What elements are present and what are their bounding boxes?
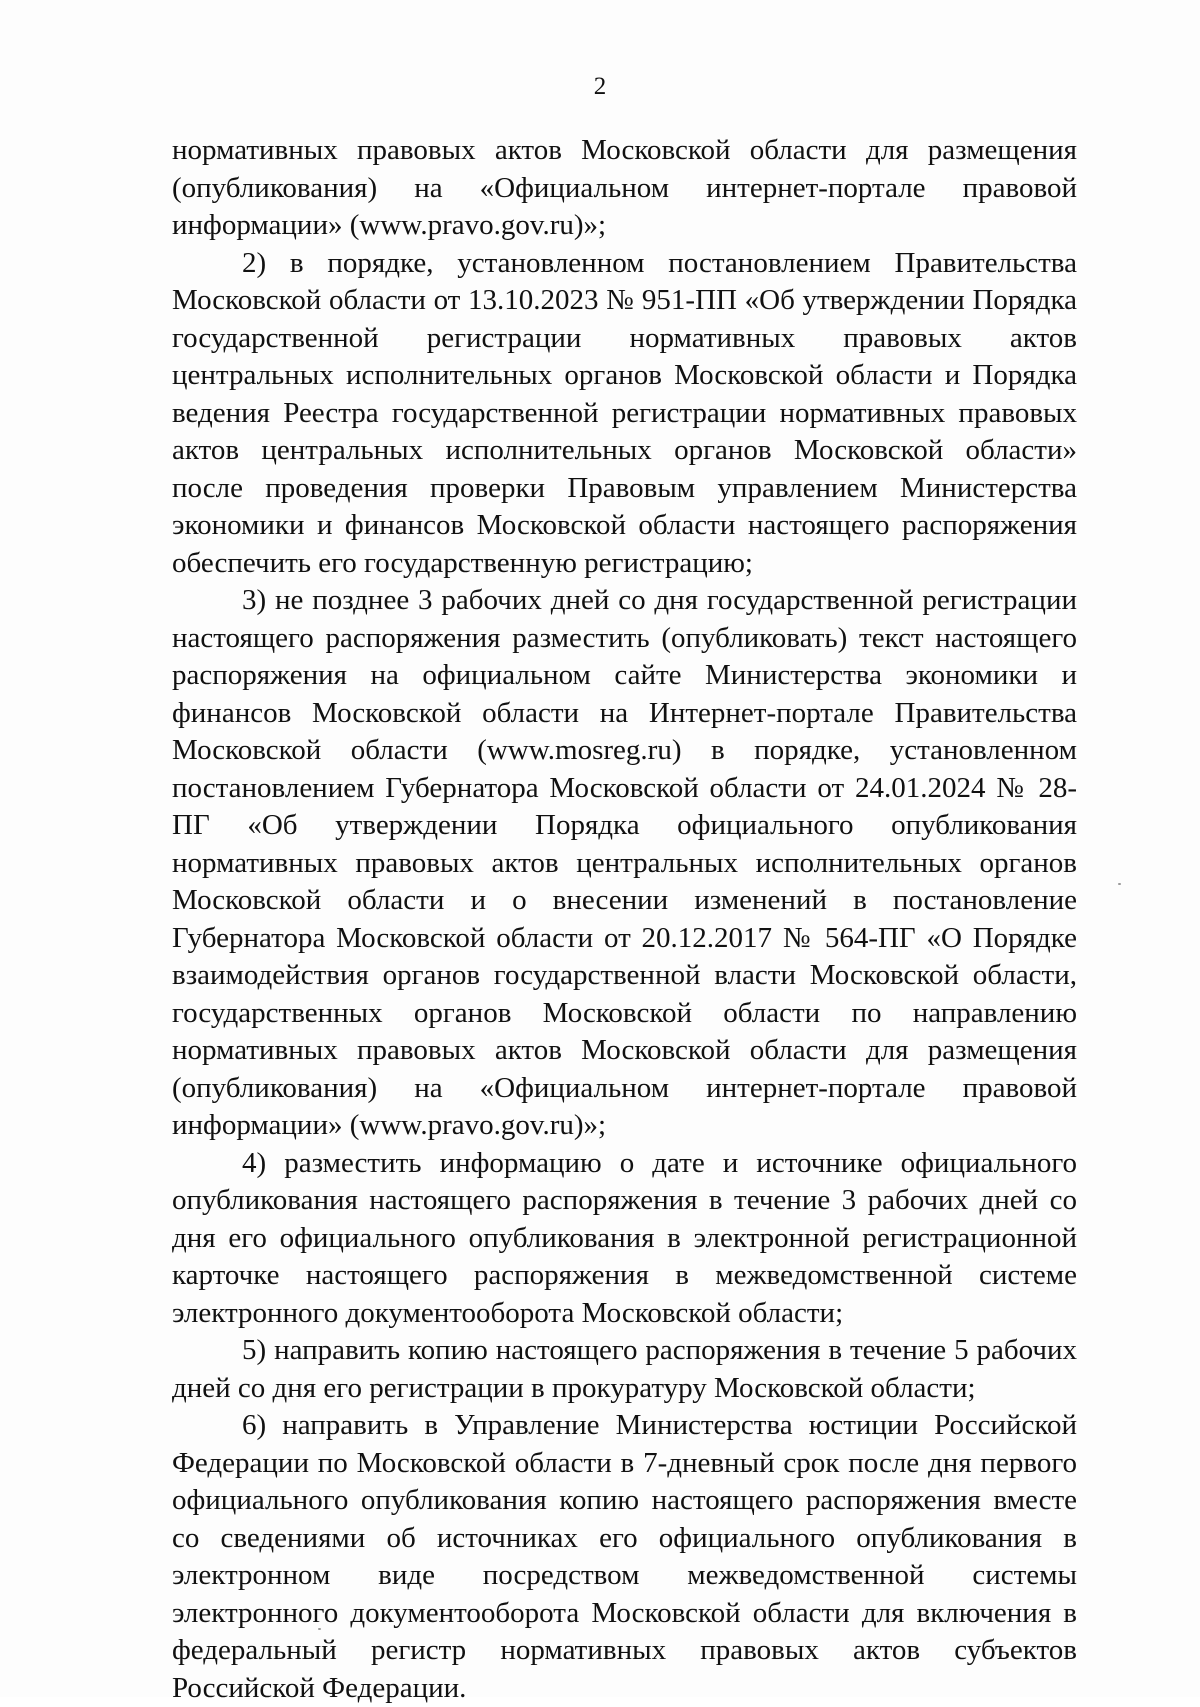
scan-artifact (1118, 883, 1121, 885)
page-number: 2 (593, 73, 607, 100)
paragraph-item-3: 3) не позднее 3 рабочих дней со дня государственной регистрации настоящего распоряжения разместить (опубликовать) текст настоящего распоряжения на официальном сайте Министерства экономики и финансов Московской области на Интернет-портале Правительства Московской области (www.mosreg.ru) в порядке, установленном постановлением Губернатора Московской области от 24.01.2024 № 28-ПГ «Об утверждении Порядка официального опубликования нормативных правовых актов центральных исполнительных органов Московской области и о внесении изменений в постановление Губернатора Московской области от 20.12.2017 № 564-ПГ «О Порядке взаимодействия органов государственной власти Московской области, государственных органов Московской области по направлению нормативных правовых актов Московской области для размещения (опубликования) на «Официальном интернет-портале правовой информации» (www.pravo.gov.ru)»; (172, 584, 1077, 1141)
paragraph-item-2: 2) в порядке, установленном постановлением Правительства Московской области от 13.10.2023 № 951-ПП «Об утверждении Порядка государственной регистрации нормативных правовых актов центральных исполнительных органов Московской области и Порядка ведения Реестра государственной регистрации нормативных правовых актов центральных исполнительных органов Московской области» после проведения проверки Правовым управлением Министерства экономики и финансов Московской области настоящего распоряжения обеспечить его государственную регистрацию; (172, 246, 1077, 579)
paragraph-item-4: 4) разместить информацию о дате и источнике официального опубликования настоящего распоряжения в течение 3 рабочих дней со дня его официального опубликования в электронной регистрационной карточке настоящего распоряжения в межведомственной системе электронного документооборота Московской области; (172, 1146, 1077, 1329)
paragraph-item-5: 5) направить копию настоящего распоряжения в течение 5 рабочих дней со дня его регистрации в прокуратуру Московской области; (172, 1334, 1077, 1404)
paragraph-continuation: нормативных правовых актов Московской области для размещения (опубликования) на «Официальном интернет-портале правовой информации» (www.pravo.gov.ru)»; (172, 134, 1077, 241)
paragraph-item-6: 6) направить в Управление Министерства юстиции Российской Федерации по Московской области в 7-дневный срок после дня первого официального опубликования копию настоящего распоряжения вместе со сведениями об источниках его официального опубликования в электронном виде посредством межведомственной системы электронного документооборота Московской области для включения в федеральный регистр нормативных правовых актов субъектов Российской Федерации. (172, 1409, 1077, 1704)
document-body (172, 132, 1077, 1707)
scan-artifact (318, 1628, 321, 1630)
